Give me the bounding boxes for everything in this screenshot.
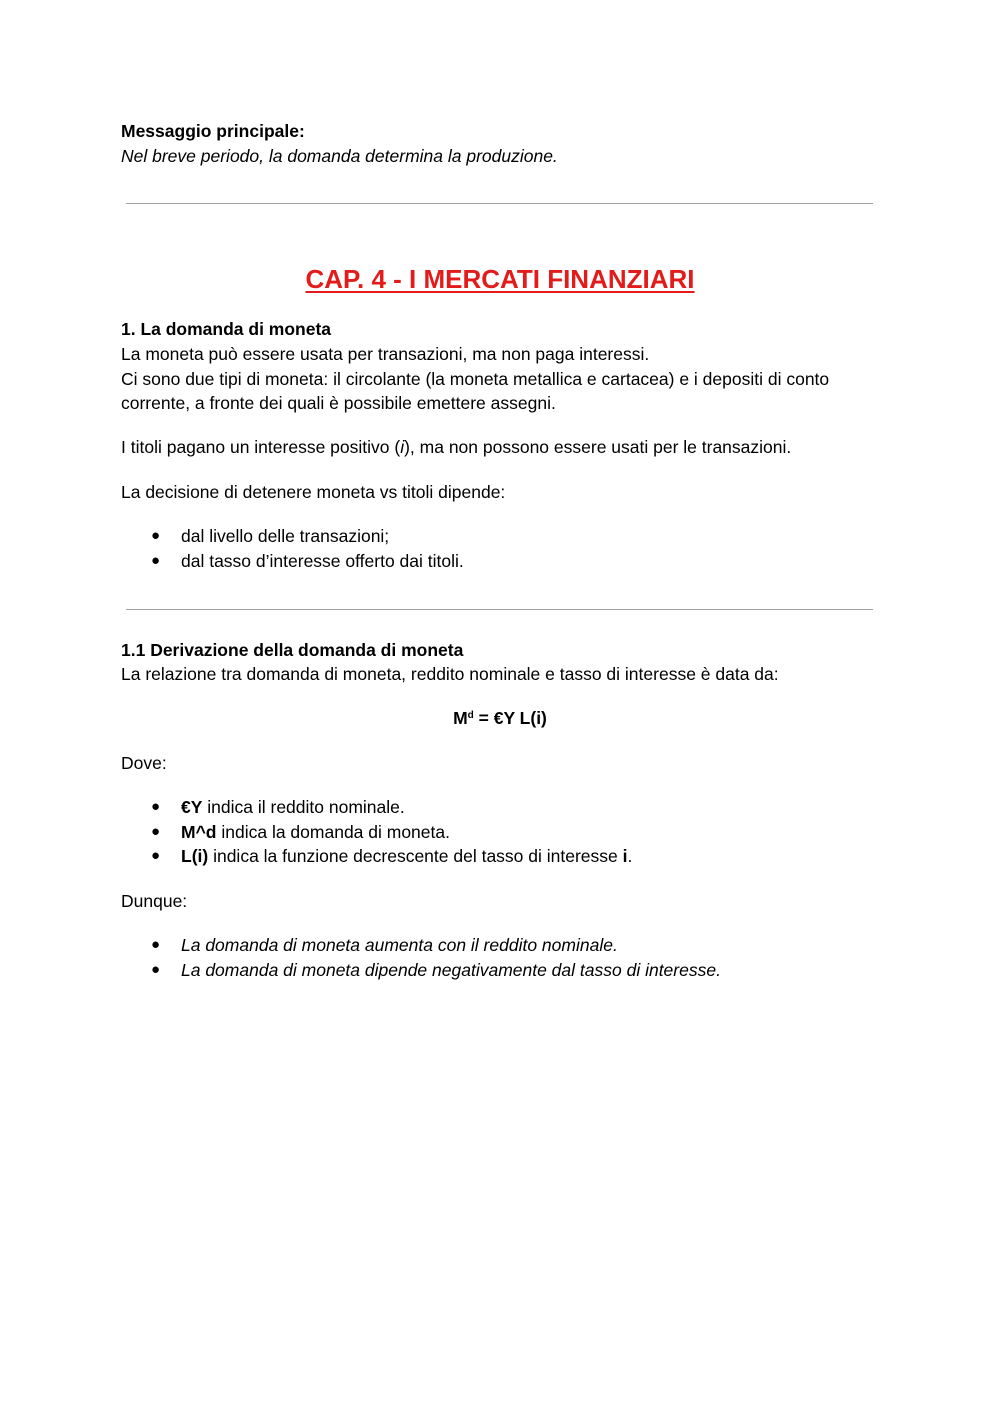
bullet-icon: ●	[151, 960, 161, 978]
definition-term: M^d	[181, 821, 217, 842]
list-item	[121, 933, 881, 958]
horizontal-rule	[126, 609, 873, 610]
horizontal-rule	[126, 203, 873, 204]
list-item	[121, 820, 881, 845]
bullet-icon: ●	[151, 847, 161, 864]
section-1-paragraph-titoli	[121, 435, 881, 460]
bullet-icon: ●	[151, 551, 161, 569]
formula-base: M	[453, 708, 468, 728]
main-message-heading: Messaggio principale:	[121, 121, 305, 141]
definition-end: .	[627, 846, 633, 866]
section-1-paragraph-decisione: La decisione di detenere moneta vs titoli dipende:	[121, 482, 506, 502]
definition-text: indica il reddito nominale.	[202, 797, 405, 817]
list-item	[121, 795, 881, 820]
definitions-list	[121, 795, 881, 869]
section-1-line-3: corrente, a fronte dei quali è possibile emettere assegni.	[121, 393, 556, 413]
dove-label: Dove:	[121, 753, 167, 773]
section-1-line-1: La moneta può essere usata per transazioni, ma non paga interessi.	[121, 344, 650, 364]
definition-text: indica la domanda di moneta.	[216, 821, 450, 842]
list-item	[121, 549, 881, 574]
section-1-1-heading: 1.1 Derivazione della domanda di moneta	[121, 640, 464, 660]
paragraph-text: ), ma non possono essere usati per le transazioni.	[404, 437, 792, 457]
decision-factors-list	[121, 524, 881, 573]
list-item-text: dal tasso d’interesse offerto dai titoli.	[181, 550, 464, 571]
section-1-heading: 1. La domanda di moneta	[121, 319, 332, 339]
paragraph-text: I titoli pagano un interesse positivo (	[121, 437, 401, 457]
money-demand-formula	[0, 706, 1000, 731]
list-item	[121, 524, 881, 549]
interest-symbol: i	[400, 437, 405, 457]
list-item-text: dal livello delle transazioni;	[181, 526, 390, 546]
bullet-icon: ●	[151, 527, 161, 544]
bullet-icon: ●	[151, 936, 161, 953]
bullet-icon: ●	[151, 798, 161, 815]
section-1-1-intro: La relazione tra domanda di moneta, reddito nominale e tasso di interesse è data da:	[121, 664, 779, 684]
conclusions-list	[121, 933, 881, 982]
list-item	[121, 844, 881, 869]
list-item-text: La domanda di moneta dipende negativamente dal tasso di interesse.	[181, 959, 721, 980]
list-item-text: La domanda di moneta aumenta con il reddito nominale.	[181, 935, 618, 955]
definition-term: €Y	[181, 797, 203, 817]
section-1-line-2: Ci sono due tipi di moneta: il circolante (la moneta metallica e cartacea) e i depositi di conto	[121, 369, 830, 389]
formula-superscript: d	[467, 710, 474, 721]
list-item	[121, 958, 881, 983]
dunque-label: Dunque:	[121, 891, 188, 911]
definition-term: L(i)	[181, 846, 209, 866]
main-message-text: Nel breve periodo, la domanda determina la produzione.	[121, 146, 558, 166]
bullet-icon: ●	[151, 822, 161, 840]
chapter-title: CAP. 4 - I MERCATI FINANZIARI	[305, 264, 695, 294]
definition-text: indica la funzione decrescente del tasso di interesse	[208, 846, 623, 866]
formula-rest: = €Y L(i)	[473, 708, 547, 728]
definition-term: i	[622, 846, 628, 866]
